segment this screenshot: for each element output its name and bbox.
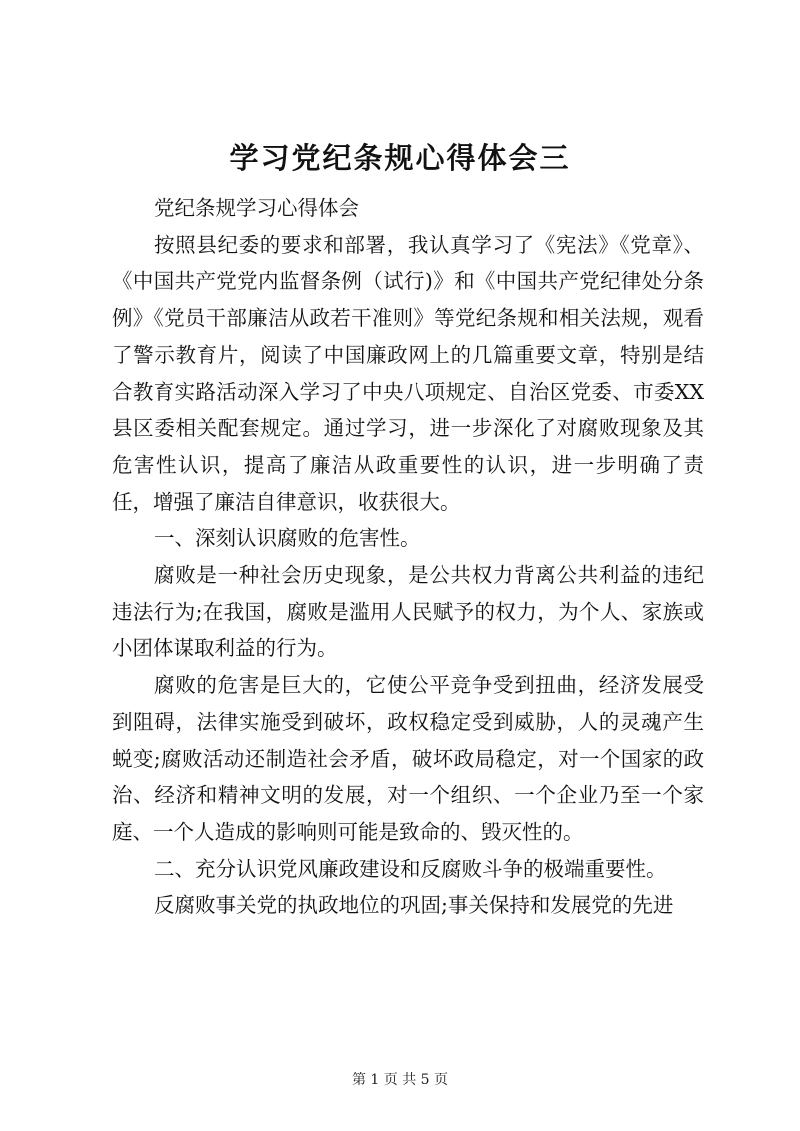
document-title: 学习党纪条规心得体会三 (229, 141, 571, 175)
paragraph-subtitle: 党纪条规学习心得体会 (154, 196, 360, 220)
paragraph-corruption-harm: 腐败的危害是巨大的，它使公平竞争受到扭曲，经济发展受到阻碍，法律实施受到破坏，政权稳定受到威胁，人的灵魂产生蜕变;腐败活动还制造社会矛盾，破坏政局稳定，对一个国家的政治、经济和精神文明的发展，对一个组织、一个企业乃至一个家庭、一个人造成的影响则可能是致命的、毁灭性的。 (112, 673, 704, 844)
document-body (112, 190, 704, 924)
page-footer: 第 1 页 共 5 页 (351, 1072, 449, 1088)
paragraph-corruption-definition: 腐败是一种社会历史现象，是公共权力背离公共利益的违纪违法行为;在我国，腐败是滥用人民赋予的权力，为个人、家族或小团体谋取利益的行为。 (112, 563, 704, 661)
section-heading-1: 一、深刻认识腐败的危害性。 (154, 526, 421, 551)
paragraph-anti-corruption: 反腐败事关党的执政地位的巩固;事关保持和发展党的先进 (154, 893, 674, 918)
paragraph-intro: 按照县纪委的要求和部署，我认真学习了《宪法》《党章》、《中国共产党党内监督条例（试行)》和《中国共产党纪律处分条例》《党员干部廉洁从政若干准则》等党纪条规和相关法规，观看了警示教育片，阅读了中国廉政网上的几篇重要文章，特别是结合教育实路活动深入学习了中央八项规定、自治区党委、市委XX县区委相关配套规定。通过学习，进一步深化了对腐败现象及其危害性认识，提高了廉洁从政重要性的认识，进一步明确了责任，增强了廉洁自律意识，收获很大。 (112, 232, 704, 514)
section-heading-2: 二、充分认识党风廉政建设和反腐败斗争的极端重要性。 (154, 856, 667, 881)
